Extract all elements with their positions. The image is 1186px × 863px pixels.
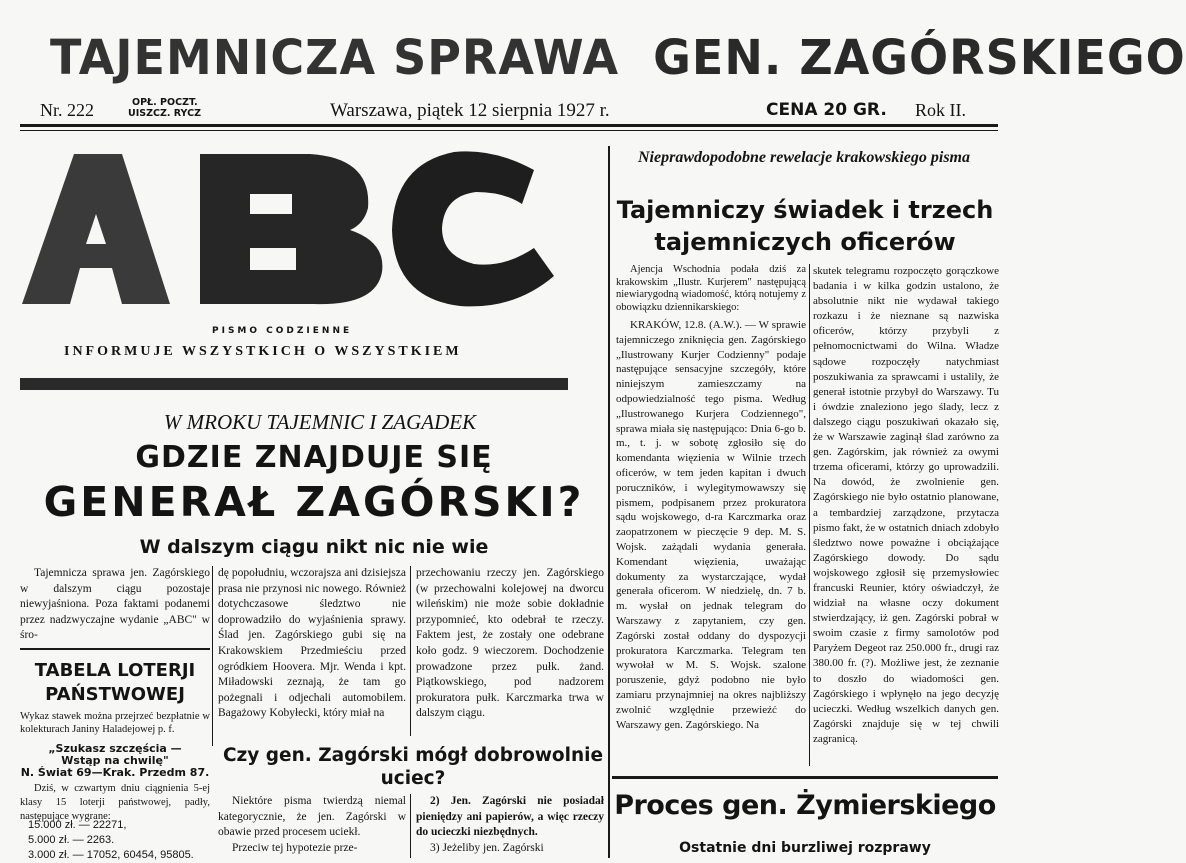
lead-headline-line2: GENERAŁ ZAGÓRSKI? xyxy=(43,478,585,526)
lead-col2 xyxy=(218,566,406,736)
second-col1 xyxy=(218,794,406,858)
abc-logo xyxy=(14,148,594,338)
lottery-slogan-line1: „Szukasz szczęścia — xyxy=(48,742,182,755)
lead-col1 xyxy=(20,566,210,646)
right-col1 xyxy=(616,318,806,766)
logo-letter-b xyxy=(200,154,382,304)
right-headline-line1: Tajemniczy świadek i trzech xyxy=(616,196,994,224)
lottery-prize: 5.000 zł. — 2263. xyxy=(28,834,115,846)
logo-slogan: INFORMUJE WSZYSTKICH O WSZYSTKIEM xyxy=(64,344,462,359)
postage-line1: OPŁ. POCZT. xyxy=(132,97,198,108)
second-col1-more: Przeciw tej hypotezie prze- xyxy=(232,841,358,854)
right-intro xyxy=(616,264,806,316)
lead-col3-text: przechowaniu rzeczy jen. Zagórskiego (w przechowalni kolejowej na dworcu wileńskim) nie może sobie dokładnie przypomnieć, kto odebrał te rzeczy. Faktem jest, że zostały one odebrane koło godz. 9 wieczorem. Dochodzenie prowadzone przez pułk. żand. Piątkowskiego, pod nadzorem prokuratora pułk. Karczmarka trwa w dalszym ciągu. xyxy=(416,567,604,720)
lead-col3 xyxy=(416,566,604,736)
second-headline: Czy gen. Zagórski mógł dobrowolnie uciec? xyxy=(222,745,604,789)
right-column-divider xyxy=(608,146,610,858)
issue-number: Nr. 222 xyxy=(40,100,94,120)
lottery-title-line1: TABELA LOTERJI xyxy=(34,660,196,681)
lottery-address: N. Świat 69—Krak. Przedm 87. xyxy=(20,766,210,779)
lead-col-divider-1 xyxy=(212,566,213,746)
lottery-slogan-line2: Wstąp na chwilę" xyxy=(61,754,169,767)
masthead-rule-thin xyxy=(20,130,998,131)
bottom-right-headline: Proces gen. Żymierskiego xyxy=(614,790,996,821)
logo-letter-a xyxy=(22,154,170,304)
lead-subhead: W dalszym ciągu nikt nic nie wie xyxy=(139,536,489,558)
bottom-right-rule xyxy=(612,776,998,779)
second-col1-text: Niektóre pisma twierdzą niemal kategorycznie, że jen. Zagórski w obawie przed procesem uciekł. xyxy=(218,795,406,839)
banner-headline xyxy=(50,28,1186,86)
year: Rok II. xyxy=(915,100,966,120)
lottery-top-rule xyxy=(20,648,210,650)
lottery-intro-text: Wykaz stawek można przejrzeć bezpłatnie w kolekturach Janiny Haladejowej p. f. xyxy=(20,711,210,735)
price: CENA 20 GR. xyxy=(766,100,887,120)
logo-subtitle: PISMO CODZIENNE xyxy=(212,326,353,336)
second-col2 xyxy=(416,794,604,858)
right-col-divider xyxy=(809,264,810,766)
lottery-prize: 3.000 zł. — 17052, 60454, 95805. xyxy=(28,849,194,861)
logo-letter-c xyxy=(392,151,554,306)
masthead-rule-thick xyxy=(20,124,998,127)
lottery-intro xyxy=(20,710,210,742)
lead-headline-line1: GDZIE ZNAJDUJE SIĘ xyxy=(135,440,493,475)
right-intro-text: Ajencja Wschodnia podała dziś za krakowskim „Ilustr. Kurjerem" następującą niewiarygodną wiadomość, którą notujemy z obowiązku dziennikarskiego: xyxy=(616,264,806,313)
second-col2-item1: 2) Jen. Zagórski nie posiadał pieniędzy ani papierów, a więc rzeczy do ucieczki niezbędnych. xyxy=(416,795,604,839)
right-col2 xyxy=(813,264,999,766)
lottery-prize: 15.000 zł. — 22271, xyxy=(28,819,127,831)
lottery-prize-list xyxy=(28,818,208,863)
lead-col-divider-2 xyxy=(410,566,411,736)
right-col1-text: KRAKÓW, 12.8. (A.W.). — W sprawie tajemniczego zniknięcia gen. Zagórskiego „Ilustrowany Kurjer Codzienny" podaje następujące sensacyjne szczegóły, które niniejszym zamieszczamy na odpowiedzialność tego pisma. Według „Ilustrowanego Kurjera Codziennego", sprawa miała się następująco: Dnia 6-go b. m., t. j. w sobotę zgłosiło się do komendanta więzienia w Wilnie trzech oficerów, w tem jeden kapitan i dwuch poruczników, i wylegitymowawszy się pismem, podpisanem przez prokuratora sądu wojskowego, d-ra Karczmarka oraz zaopatrzonem w pieczęcie 9 dep. M. S. Wojsk. zażądali wydania generała. Komendant więzienia, uważając dokumenty za wystarczające, wydał generała oficerom. W niedzielę, dn. 7 b. m. wysłał on jednak telegram do Warszawy z zapytaniem, czy gen. Zagórski został oddany do dyspozycji prokuratora Karczmarka. Telegram ten wywołał w M. S. Wojsk. szalone poruszenie, gdyż podobno nie było zamiaru przynajmniej na okres najbliższy zwolnić względnie przewieźć do Warszawy gen. Zagórskiego. Na xyxy=(616,319,806,731)
lead-col1-text: Tajemnicza sprawa jen. Zagórskiego w dalszym ciągu pozostaje niewyjaśniona. Poza faktami podanemi przez nadzwyczajne wydanie „ABC" w śro- xyxy=(20,567,210,642)
postage-line2: UISZCZ. RYCZ xyxy=(128,108,201,119)
second-col2-item2: 3) Jeżeliby jen. Zagórski xyxy=(430,841,544,854)
lottery-draw-text: Dziś, w czwartym dniu ciągnienia 5-ej klasy 15 loterji państwowej, padły, następujące wygrane: xyxy=(20,783,210,822)
lead-col2-text: dę popołudniu, wczorajsza ani dzisiejsza prasa nie przynosi nic nowego. Również dotychczasowe śledztwo nie doprowadziło do wyjaśnienia sprawy. Ślad jen. Zagórskiego gubi się na Krakowskiem Przedmieściu przed ogródkiem Hoovera. Mjr. Wenda i kpt. Miładowski zeznają, że tam go pożegnali i odjechali automobilem. Bagażowy Kobyłecki, który miał na xyxy=(218,567,406,720)
right-kicker: Nieprawdopodobne rewelacje krakowskiego pisma xyxy=(638,149,970,166)
lottery-title-line2: PAŃSTWOWEJ xyxy=(45,684,185,705)
right-col2-text: skutek telegramu rozpoczęto gorączkowe badania i w kilka godzin ustalono, że absolutnie nikt nie wydawał takiego rozkazu i że nieznane są nazwiska oficerów, którzy przybyli z pełnomocnictwami do Wilna. Władze sądowe rozpoczęły natychmiast poszukiwania za sprawcami i ustalily, że generał istotnie przybył do Warszawy. Tu i ówdzie znaleziono jego ślady, lecz z dalszego ciągu poszukiwań okazało się, że w Warszawie zaginął ślad zarówno za gen. Zagórskim, jak również za owymi trzema oficerami, którzy go uprowadzili. Na dowód, że zwolnienie gen. Zagórskiego nie było ostatnio planowane, a tembardziej zarządzone, przytacza pismo fakt, że w ostatnich dniach zdobyło śledztwo nowe poważne i obciążające Zagórskiego dowody. Do sądu wojskowego zgłosił się przemysłowiec francuski Reunier, który oświadczył, że widział na własne oczy dokument stwierdzający, iż gen. Zagórski pobrał w swoim czasie z firmy samolotów pod Paryżem Degeot raz 250.000 fr., drugi raz 380.00 fr. (?). Możliwe jest, że zeznanie to doszło do wiadomości gen. Zagórskiego i wpłynęło na jego decyzję ucieczki. Według wszelkich danych gen. Zagórski znajduje się w tej chwili zagranicą. xyxy=(813,265,999,745)
second-col-divider xyxy=(410,794,411,858)
lead-kicker: W MROKU TAJEMNIC I ZAGADEK xyxy=(163,410,477,434)
right-headline-line2: tajemniczych oficerów xyxy=(654,228,956,256)
logo-bar xyxy=(20,378,568,390)
dateline: Warszawa, piątek 12 sierpnia 1927 r. xyxy=(330,100,610,121)
banner-part2: GEN. ZAGÓRSKIEGO xyxy=(653,28,1186,86)
bottom-right-subhead: Ostatnie dni burzliwej rozprawy xyxy=(679,840,931,856)
banner-part1: TAJEMNICZA SPRAWA xyxy=(50,28,620,86)
